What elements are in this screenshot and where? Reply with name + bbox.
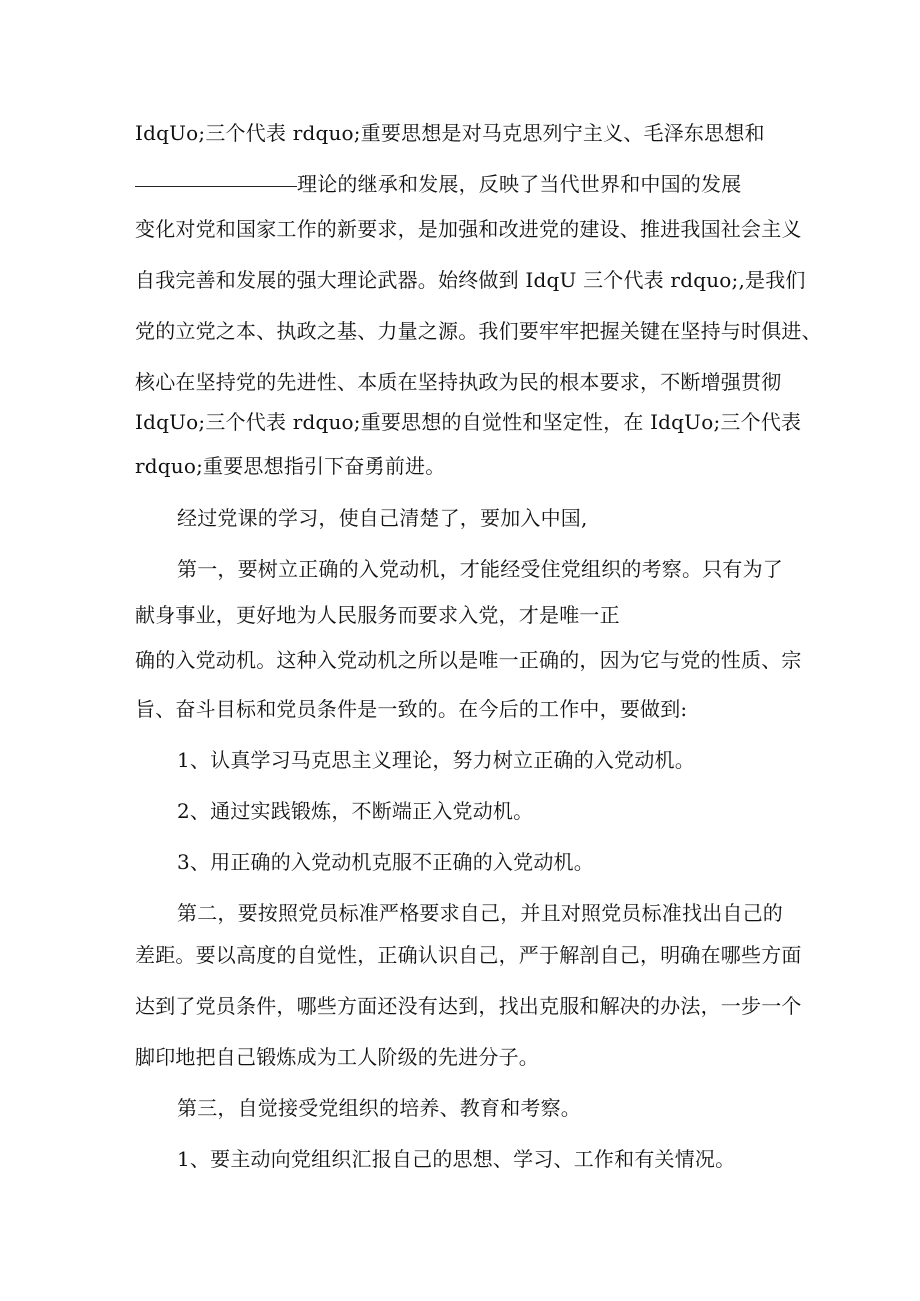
text-line: 核心在坚持党的先进性、本质在坚持执政为民的根本要求，不断增强贯彻	[135, 370, 782, 394]
list-item: 2、通过实践锻炼，不断端正入党动机。	[177, 799, 534, 823]
paragraph-start: 第二，要按照党员标准严格要求自己，并且对照党员标准找出自己的	[177, 901, 783, 925]
list-item: 1、认真学习马克思主义理论，努力树立正确的入党动机。	[177, 748, 695, 772]
text-line: 差距。要以高度的自觉性，正确认识自己，严于解剖自己，明确在哪些方面	[135, 943, 802, 967]
text-line: 达到了党员条件，哪些方面还没有达到，找出克服和解决的办法，一步一个	[135, 994, 802, 1018]
text-line: rdquo;重要思想指引下奋勇前进。	[135, 454, 446, 478]
fill-in-blank	[135, 185, 297, 187]
text-line: 确的入党动机。这种入党动机之所以是唯一正确的，因为它与党的性质、宗	[135, 648, 802, 672]
text-line: 脚印地把自己锻炼成为工人阶级的先进分子。	[135, 1045, 539, 1069]
text-line: 变化对党和国家工作的新要求，是加强和改进党的建设、推进我国社会主义	[135, 217, 802, 241]
text-line-with-blank	[135, 170, 920, 198]
text-line: IdqUo;三个代表 rdquo;重要思想是对马克思列宁主义、毛泽东思想和	[135, 121, 765, 145]
text-line: IdqUo;三个代表 rdquo;重要思想的自觉性和坚定性，在 IdqUo;三个代表	[135, 410, 802, 434]
paragraph-start: 第三，自觉接受党组织的培养、教育和考察。	[177, 1096, 581, 1120]
text-line: 自我完善和发展的强大理论武器。始终做到 IdqU 三个代表 rdquo;,是我们	[135, 268, 806, 292]
paragraph-start: 经过党课的学习，使自己清楚了，要加入中国,	[177, 506, 588, 530]
paragraph-start: 第一，要树立正确的入党动机，才能经受住党组织的考察。只有为了	[177, 557, 783, 581]
text-line: 党的立党之本、执政之基、力量之源。我们要牢牢把握关键在坚持与时俱进、	[135, 319, 822, 343]
list-item: 1、要主动向党组织汇报自己的思想、学习、工作和有关情况。	[177, 1147, 736, 1171]
text-line: 理论的继承和发展，反映了当代世界和中国的发展	[297, 172, 742, 196]
text-line: 献身事业，更好地为人民服务而要求入党，才是唯一正	[135, 603, 620, 627]
list-item: 3、用正确的入党动机克服不正确的入党动机。	[177, 850, 594, 874]
text-line: 旨、奋斗目标和党员条件是一致的。在今后的工作中，要做到:	[135, 697, 688, 721]
